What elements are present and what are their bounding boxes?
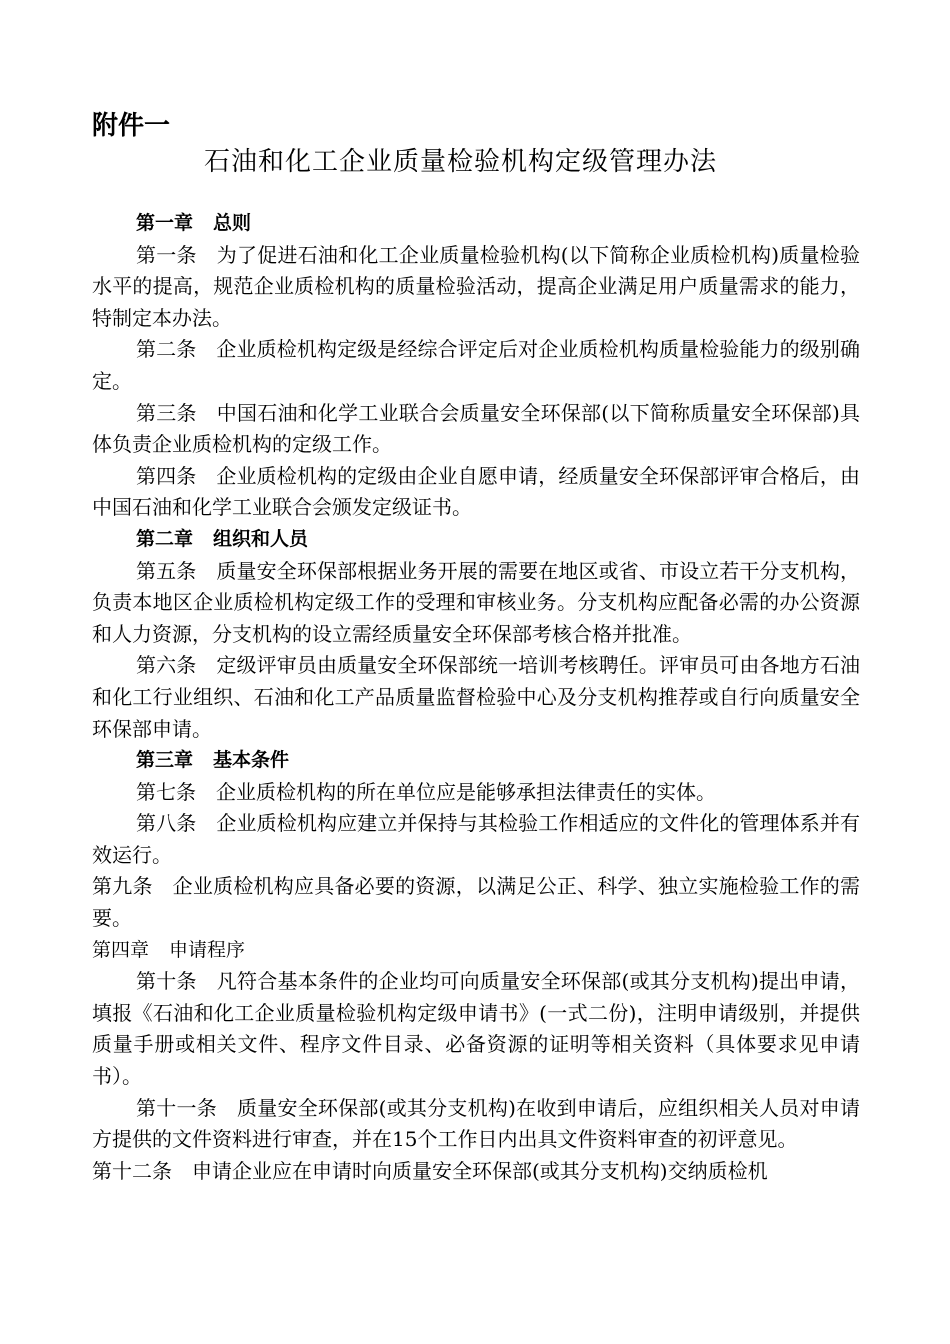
article-number: 第一条 — [136, 242, 197, 267]
article-number: 第十条 — [136, 969, 197, 994]
article-number: 第七条 — [136, 779, 196, 804]
page-title: 石油和化工企业质量检验机构定级管理办法 — [204, 147, 718, 177]
article-paragraph — [92, 461, 860, 524]
article-text: 为了促进石油和化工企业质量检验机构(以下简称企业质检机构)质量检验水平的提高，规范企业质检机构的质量检验活动，提高企业满足用户质量需求的能力，特制定本办法。 — [92, 242, 861, 330]
article-paragraph — [92, 240, 860, 335]
article-number: 第四条 — [136, 463, 197, 488]
document-body — [92, 208, 860, 1187]
chapter-title: 申请程序 — [169, 938, 246, 961]
article-paragraph — [92, 966, 860, 1092]
chapter-number: 第一章 — [136, 212, 194, 234]
article-paragraph — [92, 334, 860, 397]
article-number: 第八条 — [136, 811, 197, 836]
chapter-heading — [92, 745, 860, 777]
chapter-title: 基本条件 — [213, 749, 290, 772]
article-number: 第三条 — [136, 400, 197, 425]
article-paragraph — [92, 871, 860, 934]
chapter-title: 组织和人员 — [213, 527, 309, 550]
chapter-heading — [92, 935, 860, 967]
article-number: 第五条 — [136, 558, 197, 583]
article-text: 企业质检机构定级是经综合评定后对企业质检机构质量检验能力的级别确定。 — [92, 337, 861, 393]
article-number: 第二条 — [136, 337, 197, 362]
article-paragraph — [92, 650, 860, 745]
article-text: 企业质检机构应建立并保持与其检验工作相适应的文件化的管理体系并有效运行。 — [92, 811, 861, 867]
article-number: 第十二条 — [92, 1158, 172, 1183]
chapter-title: 总则 — [213, 212, 252, 234]
attachment-label: 附件一 — [92, 111, 171, 141]
article-text: 中国石油和化学工业联合会质量安全环保部(以下简称质量安全环保部)具体负责企业质检机构的定级工作。 — [92, 400, 861, 457]
article-text: 企业质检机构应具备必要的资源，以满足公正、科学、独立实施检验工作的需要。 — [92, 874, 861, 931]
article-text: 申请企业应在申请时向质量安全环保部(或其分支机构)交纳质检机 — [192, 1158, 768, 1183]
article-text: 企业质检机构的所在单位应是能够承担法律责任的实体。 — [216, 779, 716, 804]
article-paragraph — [92, 777, 860, 809]
chapter-number: 第二章 — [136, 527, 194, 550]
article-paragraph — [92, 808, 860, 871]
article-text: 质量安全环保部根据业务开展的需要在地区或省、市设立若干分支机构，负责本地区企业质检机构定级工作的受理和审核业务。分支机构应配备必需的办公资源和人力资源，分支机构的设立需经质量安全环保部考核合格并批准。 — [92, 558, 861, 646]
article-paragraph — [92, 1156, 860, 1188]
article-text: 企业质检机构的定级由企业自愿申请，经质量安全环保部评审合格后，由中国石油和化学工业联合会颁发定级证书。 — [92, 463, 861, 520]
chapter-number: 第四章 — [92, 938, 150, 961]
chapter-heading — [92, 208, 860, 240]
article-text: 质量安全环保部(或其分支机构)在收到申请后，应组织相关人员对申请方提供的文件资料进行审查，并在15个工作日内出具文件资料审查的初评意见。 — [92, 1095, 861, 1152]
article-text: 定级评审员由质量安全环保部统一培训考核聘任。评审员可由各地方石油和化工行业组织、石油和化工产品质量监督检验中心及分支机构推荐或自行向质量安全环保部申请。 — [92, 653, 861, 741]
chapter-number: 第三章 — [136, 749, 194, 772]
article-number: 第九条 — [92, 874, 153, 899]
article-paragraph — [92, 556, 860, 651]
article-paragraph — [92, 1093, 860, 1156]
article-number: 第十一条 — [136, 1095, 217, 1120]
article-number: 第六条 — [136, 653, 197, 678]
article-paragraph — [92, 398, 860, 461]
article-text: 凡符合基本条件的企业均可向质量安全环保部(或其分支机构)提出申请，填报《石油和化工企业质量检验机构定级申请书》(一式二份)，注明申请级别，并提供质量手册或相关文件、程序文件目录、必备资源的证明等相关资料（具体要求见申请书）。 — [92, 969, 861, 1089]
chapter-heading — [92, 524, 860, 556]
document-page — [92, 108, 860, 1187]
